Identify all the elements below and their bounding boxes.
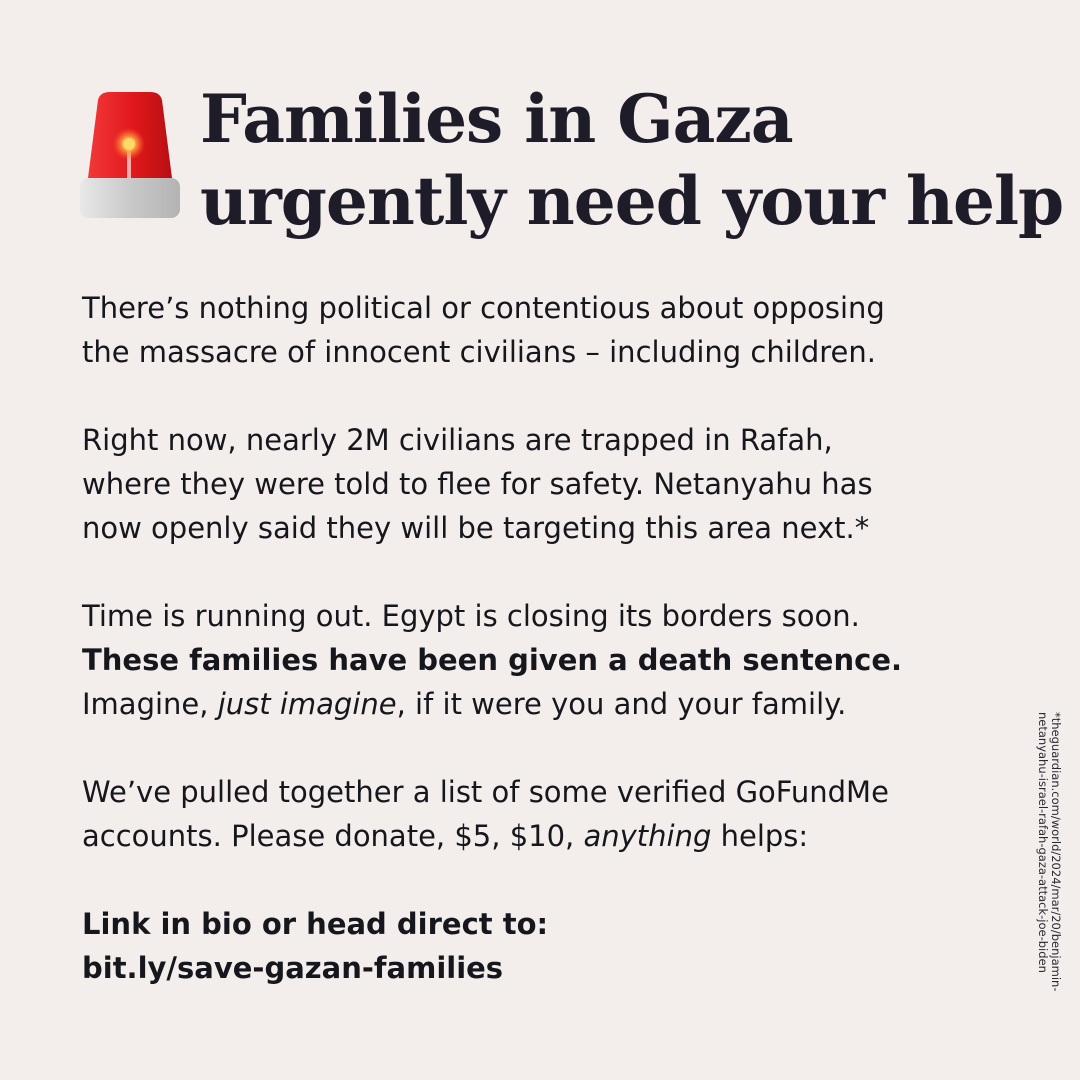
call-to-action bbox=[82, 902, 1012, 990]
paragraph-line: Time is running out. Egypt is closing its borders soon. bbox=[82, 599, 860, 633]
donate-text-end: helps: bbox=[711, 819, 809, 853]
imagine-text-end: , if it were you and your family. bbox=[396, 687, 847, 721]
just-imagine-emphasis: just imagine bbox=[217, 687, 397, 721]
footnote-line-1: *theguardian.com/world/2024/mar/20/benjamin- bbox=[1049, 712, 1063, 992]
paragraph-line: We’ve pulled together a list of some verified GoFundMe bbox=[82, 775, 889, 809]
paragraph-line: now openly said they will be targeting this area next.* bbox=[82, 511, 870, 545]
paragraph-rafah bbox=[82, 418, 1012, 550]
police-car-light-icon bbox=[80, 92, 180, 222]
paragraph-time-running-out bbox=[82, 594, 1012, 726]
footnote-rotated bbox=[1036, 712, 1062, 992]
page-title bbox=[200, 78, 1064, 242]
body-text bbox=[82, 286, 1012, 990]
paragraph-line: Right now, nearly 2M civilians are trapped in Rafah, bbox=[82, 423, 833, 457]
donate-text: accounts. Please donate, $5, $10, bbox=[82, 819, 584, 853]
donation-link[interactable]: bit.ly/save-gazan-families bbox=[82, 951, 504, 985]
paragraph-donate bbox=[82, 770, 1012, 858]
anything-emphasis: anything bbox=[583, 819, 712, 853]
source-footnote bbox=[1036, 712, 1080, 1060]
paragraph-line: There’s nothing political or contentious about opposing bbox=[82, 291, 885, 325]
paragraph-line: the massacre of innocent civilians – including children. bbox=[82, 335, 876, 369]
death-sentence-line: These families have been given a death sentence. bbox=[82, 643, 903, 677]
paragraph-opposing-massacre bbox=[82, 286, 1012, 374]
footnote-line-2: netanyahu-israel-rafah-gaza-attack-joe-biden bbox=[1036, 712, 1050, 973]
title-line-2: urgently need your help bbox=[200, 162, 1064, 240]
imagine-line bbox=[82, 682, 1012, 726]
imagine-text: Imagine, bbox=[82, 687, 218, 721]
donate-line bbox=[82, 814, 1012, 858]
cta-heading: Link in bio or head direct to: bbox=[82, 907, 549, 941]
title-line-1: Families in Gaza bbox=[200, 80, 793, 158]
paragraph-line: where they were told to flee for safety. Netanyahu has bbox=[82, 467, 873, 501]
